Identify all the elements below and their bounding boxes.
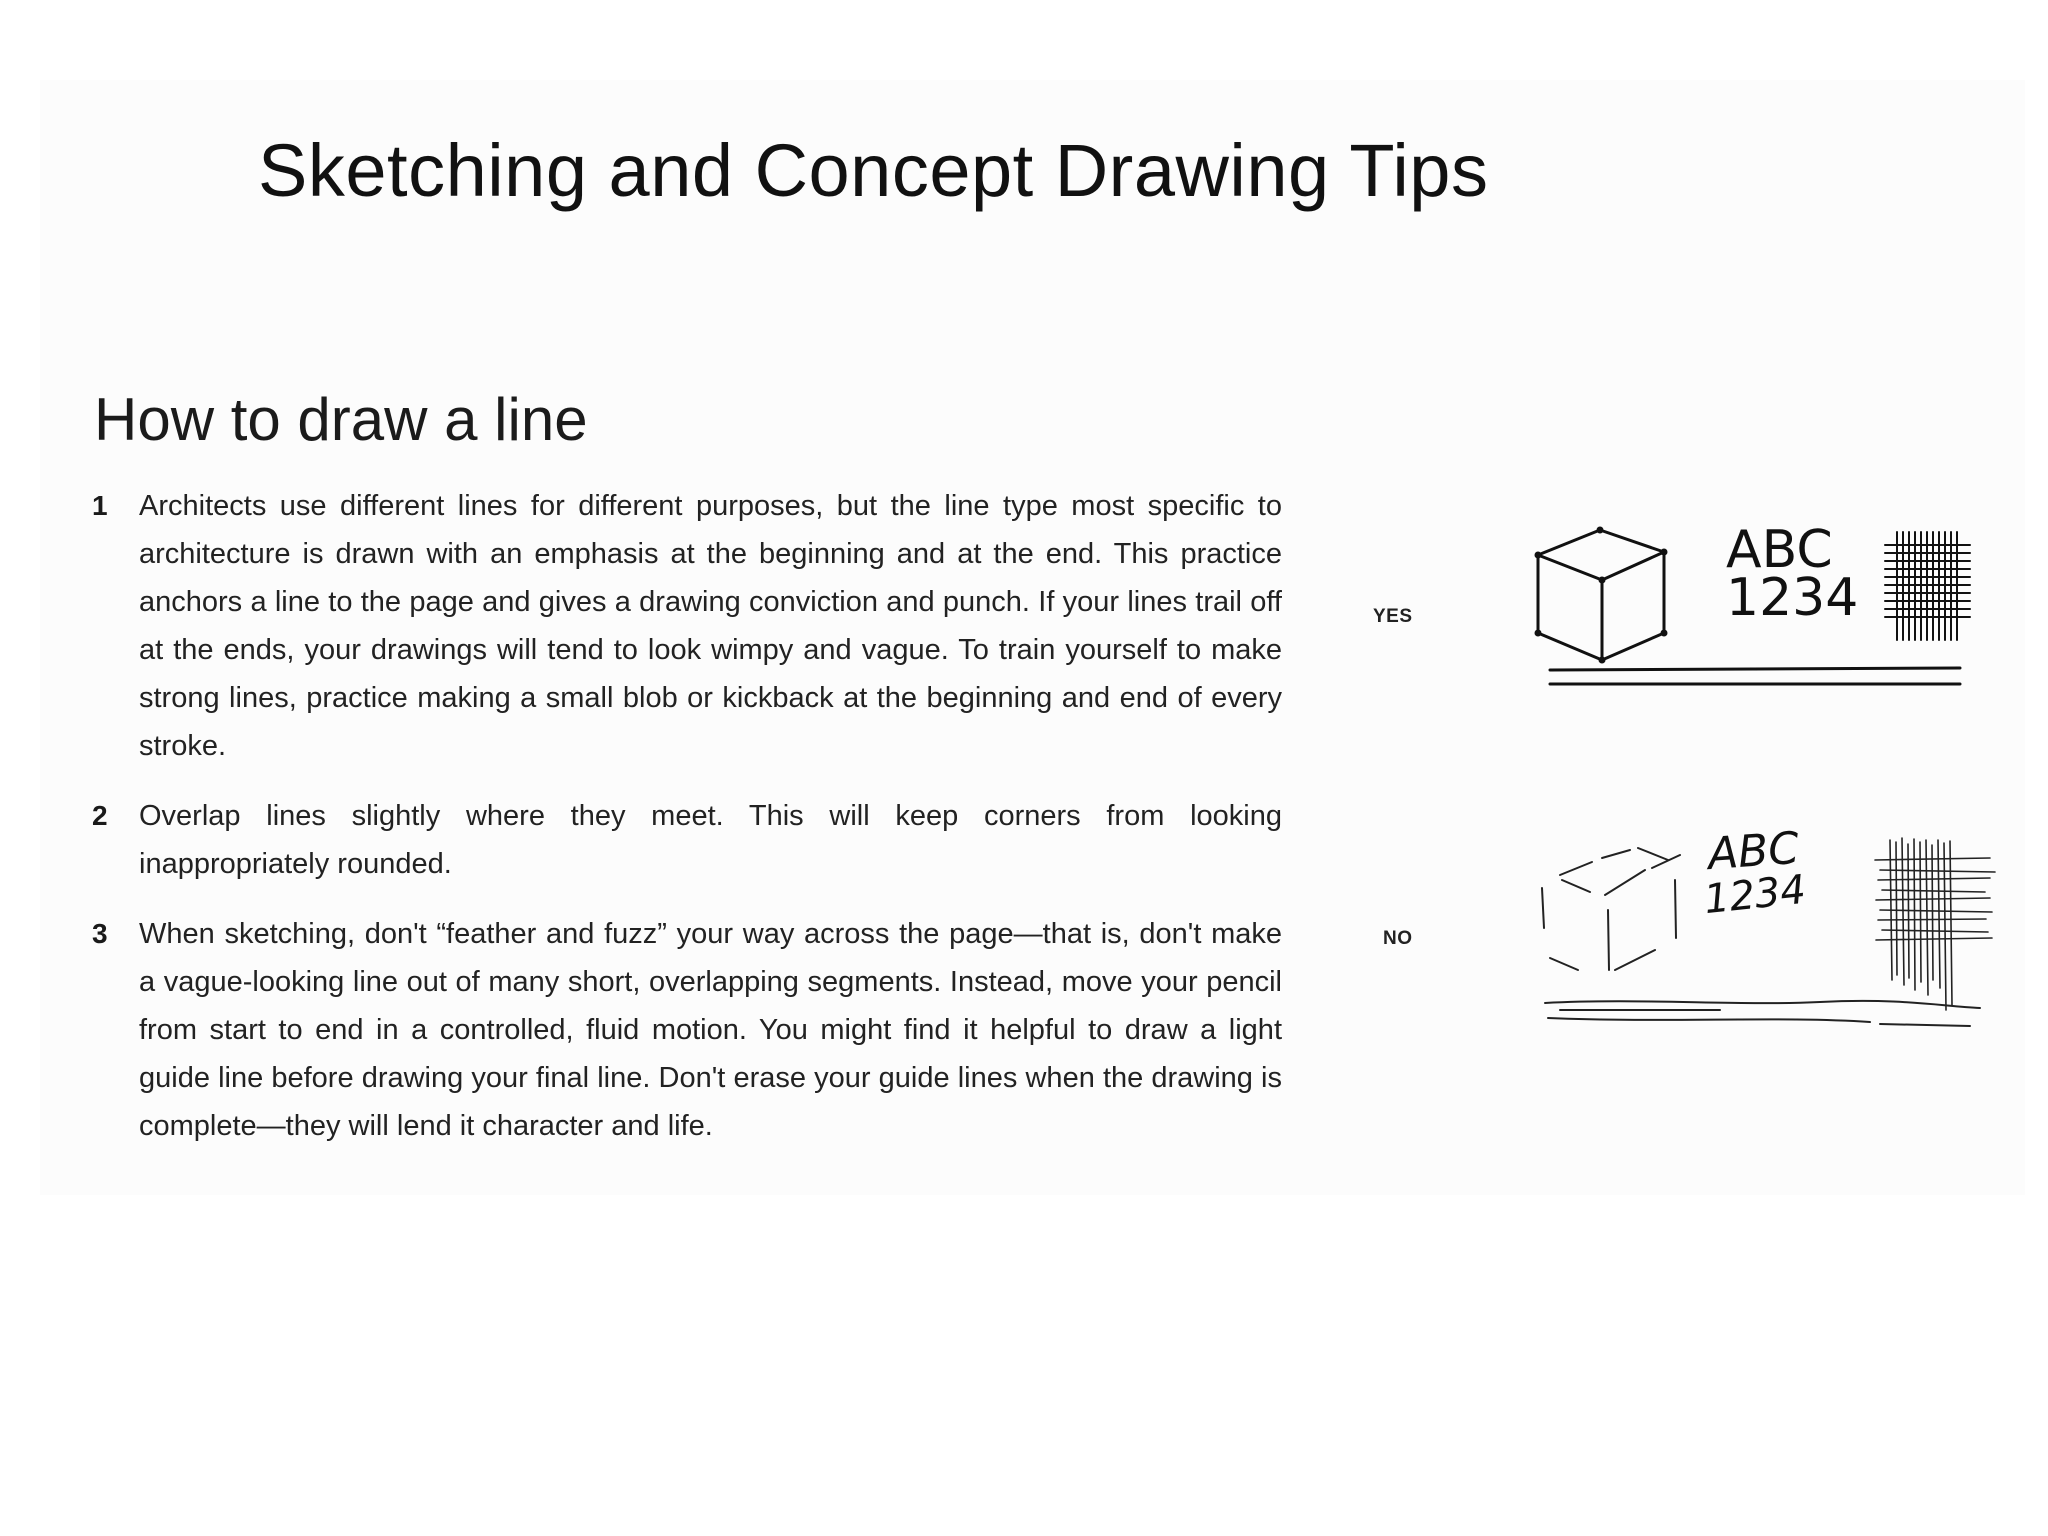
tip-number: 3 (92, 918, 108, 949)
wobbly-double-line (1545, 1001, 1980, 1026)
fuzzy-crosshatch (1875, 838, 1995, 1010)
yes-lettering-1234: 1234 (1726, 568, 1859, 628)
no-lettering-abc: ABC (1706, 822, 1801, 881)
tip-text: Architects use different lines for different purposes, but the line type most specific to architecture is drawn with an emphasis at the beginning and at the end. This practice anchors a line to the page and gives a drawing conviction and punch. If your lines trail off at the ends, your drawings will tend to look wimpy and vague. To train yourself to make strong lines, practice making a small blob or kickback at the beginning and end of every stroke. (139, 490, 1282, 762)
section-heading: How to draw a line (94, 386, 588, 453)
double-line (1550, 668, 1960, 684)
tip-text: Overlap lines slightly where they meet. This will keep corners from looking inappropriately rounded. (139, 800, 1282, 880)
cube-drawing (1538, 530, 1664, 660)
tip-item (90, 910, 1282, 1150)
no-label: NO (1383, 928, 1413, 949)
crosshatch-grid (1885, 532, 1970, 640)
page-title: Sketching and Concept Drawing Tips (258, 129, 1489, 212)
tip-text: When sketching, don't “feather and fuzz” your way across the page—that is, don't make a vague-looking line out of many short, overlapping segments. Instead, move your pencil from start to end in a controlled, fluid motion. You might find it helpful to draw a light guide line before drawing your final line. Don't erase your guide lines when the drawing is complete—they will lend it character and life. (139, 918, 1282, 1142)
tips-list (90, 482, 1282, 1172)
tip-number: 1 (92, 490, 108, 521)
yes-label: YES (1373, 606, 1413, 627)
tip-number: 2 (92, 800, 108, 831)
tip-item (90, 482, 1282, 770)
broken-cube-drawing (1542, 848, 1680, 970)
no-lettering-1234: 1234 (1701, 866, 1808, 924)
yes-lettering-abc: ABC (1726, 520, 1833, 580)
tip-item (90, 792, 1282, 888)
